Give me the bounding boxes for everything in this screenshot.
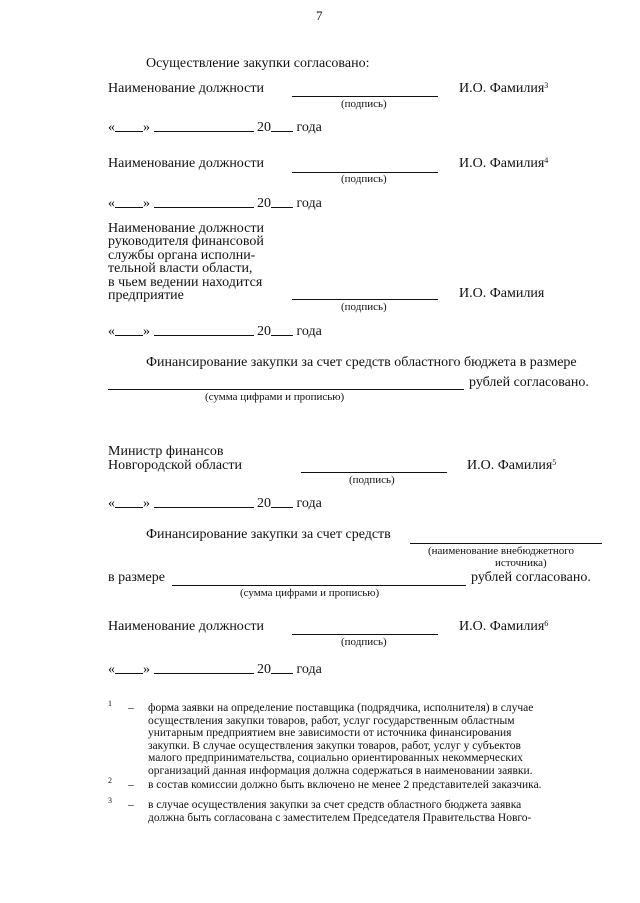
regional-budget-line: Финансирование закупки за счет средств областного бюджета в размере	[146, 355, 577, 370]
footnote-ref-4[interactable]: 4	[544, 156, 549, 165]
source-caption-1: (наименование внебюджетного	[428, 545, 574, 557]
footnote-ref-6[interactable]: 6	[544, 619, 549, 628]
signature-line-3[interactable]	[292, 299, 438, 300]
signature-line-5[interactable]	[292, 634, 438, 635]
signature-caption-3: (подпись)	[341, 301, 387, 313]
name-3: И.О. Фамилия	[459, 286, 545, 301]
date-line-1[interactable]: « » 20 года	[108, 120, 322, 135]
name-5: И.О. Фамилия$^6$	[459, 619, 549, 634]
extra-amount-prefix: в размере	[108, 570, 165, 585]
approval-heading: Осуществление закупки согласовано:	[146, 56, 370, 71]
date-line-4[interactable]: « » 20 года	[108, 496, 322, 511]
minister-title-1: Министр финансов	[108, 444, 224, 459]
signature-caption-5: (подпись)	[341, 636, 387, 648]
source-caption-2: источника)	[495, 557, 547, 569]
footnote-1-text: форма заявки на определение поставщика (подрядчика, исполнителя) в случае осуществления закупки товаров, работ, услуг государственным областным унитарным предприятием вне зависимости от источника финансирования закупки. В случае осуществления закупки товаров, работ, услуг у субъектов малого предпринимательства, социально ориентированных некоммерческих организаций данная информация должна содержаться в наименовании заявки.	[148, 702, 534, 777]
position-label-2: Наименование должности	[108, 156, 264, 171]
signature-caption-2: (подпись)	[341, 173, 387, 185]
footnote-3-num: 3	[108, 796, 112, 805]
footnote-3-dash: –	[128, 799, 134, 811]
signature-caption-1: (подпись)	[341, 98, 387, 110]
date-line-5[interactable]: « » 20 года	[108, 662, 322, 677]
footnote-2-dash: –	[128, 779, 134, 791]
date-line-3[interactable]: « » 20 года	[108, 324, 322, 339]
extra-budget-line: Финансирование закупки за счет средств	[146, 527, 391, 542]
footnote-2-text: в состав комиссии должно быть включено не менее 2 представителей заказчика.	[148, 779, 542, 791]
amount-line-2[interactable]	[172, 585, 466, 586]
name-4: И.О. Фамилия$^5$	[467, 458, 557, 473]
signature-caption-4: (подпись)	[349, 474, 395, 486]
position-label-3: Наименование должности	[108, 619, 264, 634]
name-2: И.О. Фамилия$^4$	[459, 156, 549, 171]
footnote-2-num: 2	[108, 776, 112, 785]
amount-caption-2: (сумма цифрами и прописью)	[240, 587, 380, 599]
date-line-2[interactable]: « » 20 года	[108, 196, 322, 211]
footnote-ref-3[interactable]: 3	[544, 81, 549, 90]
extra-amount-suffix: рублей согласовано.	[471, 570, 591, 585]
signature-line-4[interactable]	[301, 472, 447, 473]
amount-caption-1: (сумма цифрами и прописью)	[205, 391, 345, 403]
finance-head-position: Наименование должности руководителя финансовой службы органа исполни- тельной власти области, в чьем ведении находится предприятие	[108, 221, 264, 304]
signature-line-1[interactable]	[292, 96, 438, 97]
footnote-1-dash: –	[128, 702, 134, 714]
position-label-1: Наименование должности	[108, 81, 264, 96]
page-number: 7	[316, 8, 323, 23]
footnote-ref-5[interactable]: 5	[552, 458, 557, 467]
footnote-1-num: 1	[108, 699, 112, 708]
amount-line-1[interactable]	[108, 389, 464, 390]
minister-title-2: Новгородской области	[108, 458, 242, 473]
footnote-3-text: в случае осуществления закупки за счет средств областного бюджета заявка должна быть согласована с заместителем Председателя Правительства Новго-	[148, 799, 532, 824]
source-line[interactable]	[410, 543, 602, 544]
regional-budget-suffix: рублей согласовано.	[469, 375, 589, 390]
name-1: И.О. Фамилия$^3$	[459, 81, 549, 96]
